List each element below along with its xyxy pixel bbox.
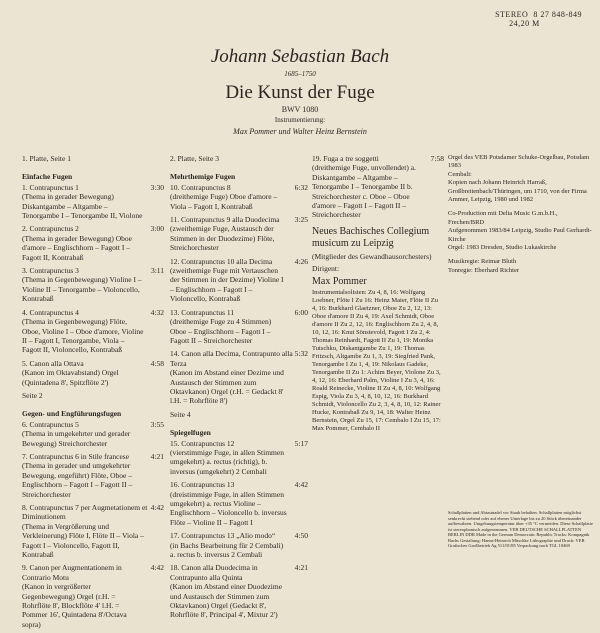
track-description: (Kanon im Abstand einer Dezime und Austausch der Stimmen zum Oktavkanon) Orgel (r.H. = Gedackt 8' l.H. = Rohrflöte 8') xyxy=(170,368,284,406)
track-entry xyxy=(170,480,308,527)
track-entry xyxy=(22,183,164,221)
side-heading: 2. Platte, Seite 3 xyxy=(170,154,219,163)
track-time: 4:42 xyxy=(150,503,164,512)
track-description: (Thema in Gegenbewegung) Violine I – Violine II – Tenorgambe – Violoncello, Kontrabaß xyxy=(22,275,142,304)
fine-print: Schallplatten und Abtastnadel vor Staub behalten. Schallplatten möglichst senkrecht stehend oder auf ebener Unterlage bis zu 20 Stück übereinander aufbewahren. Umgebungstemperatur über +35 °C vermeiden. Diese Schallplatte ist stereophonisch aufgenommen. VEB DEUTSCHE SCHALLPLATTEN BERLIN DDR Made in the German Democratic Republic Tracks: Kompagnik Bachs Gestaltung: Hanns-Heinrich Mitschke Lithographie und Druck: VEB Grafisches Großbetrieb Ag 511/01/85 Verpackung nach TGL 10469 xyxy=(448,510,593,548)
track-title: 7. Contrapunctus 6 in Stile francese xyxy=(22,451,130,461)
track-description: (dreithemige Fuge) Oboe d'amore – Viola – Fagott I, Kontrabaß xyxy=(170,192,278,211)
track-time: 3:00 xyxy=(150,224,164,234)
arrangers: Max Pommer und Walter Heinz Bernstein xyxy=(233,127,367,136)
music-direction: Musikregie: Reimar Bluth xyxy=(448,258,517,266)
track-entry xyxy=(22,563,164,629)
cembali-credit: Kopien nach Johann Heinrich Harraß, Großbreitenbach/Thüringen, um 1710, von der Firma Ammer, Leipzig, 1980 und 1982 xyxy=(448,179,587,204)
track-entry xyxy=(22,452,164,499)
composer-name: Johann Sebastian Bach xyxy=(210,46,390,67)
track-description: (Kanon im Oktavabstand) Orgel (Quintadena 8', Spitzflöte 2') xyxy=(22,368,119,387)
track-time: 5:17 xyxy=(294,438,308,448)
track-time: 6:00 xyxy=(294,307,308,317)
track-time: 4:42 xyxy=(150,563,164,573)
track-title: 8. Contrapunctus 7 per Augmetationem et Diminutionem xyxy=(22,503,148,522)
track-description: (Thema in gerader Bewegung) Oboe d'amore – Englischhorn – Fagott I – Fagott II, Kontrabaß xyxy=(22,233,132,262)
track-entry xyxy=(22,359,164,387)
track-title: 6. Contrapunctus 5 xyxy=(22,419,79,429)
column-production xyxy=(448,154,592,275)
track-time: 3:55 xyxy=(150,419,164,429)
track-time: 4:58 xyxy=(150,358,164,368)
track-time: 4:50 xyxy=(294,531,308,541)
side-heading: Seite 2 xyxy=(22,390,43,400)
track-description: (Kanon in vergrößerter Gegenbewegung) Orgel (r.H. = Rohrflöte 8', Blockflöte 4' l.H. = Pommer 16', Quintadena 8'/Octava sopra) xyxy=(22,582,127,629)
section-heading: Mehrthemige Fugen xyxy=(170,172,236,182)
track-entry xyxy=(170,308,308,346)
ensemble-subtitle: (Mitglieder des Gewandhausorchesters) xyxy=(312,251,432,261)
track-description: (in Bachs Bearbeitung für 2 Cembali) a. rectus b. inversus 2 Cembali xyxy=(170,540,284,560)
work-title: Die Kunst der Fuge xyxy=(225,82,375,103)
track-title: 12. Contrapunctus 10 alla Decima xyxy=(170,256,273,266)
track-description: (zweithemige Fuge, Austausch der Stimmen in der Duodezime) Flöte, Streichorchester xyxy=(170,224,275,253)
track-description: (Kanon im Abstand einer Duodezime und Austausch der Stimmen zum Oktavkanon) Orgel (Gedackt 8', Rohrflöte 8', Principal 4', Mixtur 2') xyxy=(170,582,283,620)
header xyxy=(0,46,600,139)
track-entry xyxy=(22,224,164,262)
track-entry xyxy=(170,563,308,619)
track-title: 1. Contrapunctus 1 xyxy=(22,182,79,192)
track-description: (vierstimmige Fuge, in allen Stimmen umgekehrt) a. rectus (richtig), b. inversus (umgekehrt) 2 Cembali xyxy=(170,447,284,476)
track-entry xyxy=(170,439,308,477)
track-title: 15. Contrapunctus 12 xyxy=(170,438,235,448)
soloists-list: Instrumentalsolisten: Zu 4, 8, 16: Wolfgang Loebner, Flöte I Zu 16: Heinz Maier, Flöte II Zu 4, 16: Burkhard Glaetzner, Oboe Zu 2, 12, 13: Oboe d'amore II Zu 4, 19: Axel Schmidt, Oboe d'amore II Zu 2, 12, 16: Englischhorn Zu 2, 4, 8, 10, 12, 16: Knut Sönstevold, Fagott I Zu 2, 4: Thomas Reinhardt, Fagott II Zu 1, 19: Monika Tutschku, Diskantgambe Zu 1, 19: Thomas Fritzsch, Altgambe Zu 1, 3, 19: Siegfried Pank, Tenorgambe I Zu 1, 4, 19: Nikolaus Gadeke, Tenorgambe II Zu 1: Achim Beyer, Violone Zu 3, 4, 12, 16: Eberhard Palm, Violine I Zu 3, 4, 16: Roald Reinecke, Violine II Zu 4, 8, 10: Wolfgang Espig, Viola Zu 3, 4, 8, 10, 12, 16: Burkhard Schmidt, Violoncello Zu 2, 3, 4, 8, 10, 12: Rainer Hucke, Kontrabaß Zu 9, 14, 18: Walter Heinz Bernstein, Orgel Zu 15, 17: Cembalo I Zu 15, 17: Max Pommer, Cembalo II xyxy=(312,289,441,433)
track-entry xyxy=(170,183,308,211)
track-time: 5:32 xyxy=(294,349,308,359)
track-time: 3:11 xyxy=(150,266,164,276)
track-time: 4:42 xyxy=(294,480,308,490)
track-title: 14. Canon alla Decima, Contrapunto alla Terza xyxy=(170,349,293,368)
track-time: 7:58 xyxy=(430,154,444,163)
catalog-info xyxy=(495,10,582,28)
catalog-number: 8 27 848-849 xyxy=(533,10,582,19)
column-side-3-4 xyxy=(170,154,308,624)
track-description: (Thema in umgekehrter und gerader Bewegung) Streichorchester xyxy=(22,429,131,448)
track-description: (dreithemige Fuge, unvollendet) a. Diskantgambe – Altgambe – Tenorgambe I – Tenorgambe II b. Streichorchester c. Oboe – Oboe d'amore – Fagott I – Fagott II – Streichorchester xyxy=(312,163,416,220)
track-description: (Thema in Gegenbewegung) Flöte, Oboe, Violine I – Oboe d'amore, Violine II – Fagott I, Tenorgambe, Viola – Fagott II, Violoncello, Kontrabaß xyxy=(22,317,144,355)
side-heading: 1. Platte, Seite 1 xyxy=(22,154,71,163)
ensemble-name: Neues Bachisches Collegium musicum zu Leipzig xyxy=(312,225,430,249)
track-title: 19. Fuga a tre soggetti xyxy=(312,154,379,163)
price: 24,20 M xyxy=(509,19,540,28)
track-description: (zweithemige Fuge mit Vertauschen der Stimmen in der Dezime) Violine I – Englischhorn – Fagott I – Violoncello, Kontrabaß xyxy=(170,266,284,304)
track-time: 4:32 xyxy=(150,307,164,317)
section-heading: Spiegelfugen xyxy=(170,428,211,438)
track-time: 4:26 xyxy=(294,256,308,266)
track-title: 5. Canon alla Ottava xyxy=(22,358,84,368)
section-heading: Einfache Fugen xyxy=(22,172,73,182)
track-entry xyxy=(170,349,308,405)
track-description: (Thema in Vergrößerung und Verkleinerung) Flöte I, Flöte II – Viola – Fagott I – Violoncello, Fagott II, Kontrabaß xyxy=(22,521,144,560)
track-time: 3:30 xyxy=(150,182,164,192)
bwv-number: BWV 1080 xyxy=(281,105,319,114)
side-heading: Seite 4 xyxy=(170,409,191,419)
track-description: (dreistimmige Fuge, in allen Stimmen umgekehrt) a. rectus Violine – Englischhorn – Violoncello b. inversus Flöte – Violine II – Fagott I xyxy=(170,489,287,527)
track-title: 11. Contrapunctus 9 alla Duodecima xyxy=(170,215,280,225)
coproduction-credit: Co-Production mit Deltа Music G.m.b.H., Frechen/BRD xyxy=(448,210,558,226)
track-time: 6:32 xyxy=(294,182,308,192)
recording-credit: Aufgenommen 1983/84 Leipzig, Studio Paul Gerhardt-Kirche xyxy=(448,227,592,243)
track-entry xyxy=(22,503,164,559)
track-entry xyxy=(22,420,164,448)
track-entry xyxy=(170,531,308,559)
track-title: 9. Canon per Augmentationem in Contrario Motu xyxy=(22,563,122,582)
track-entry xyxy=(312,154,444,220)
track-title: 2. Contrapunctus 2 xyxy=(22,224,79,234)
track-time: 4:21 xyxy=(150,451,164,461)
conductor-name: Max Pommer xyxy=(312,275,367,287)
stereo-label: STEREO xyxy=(495,10,529,19)
cembali-label: Cembali: xyxy=(448,170,472,178)
track-title: 4. Contrapunctus 4 xyxy=(22,307,79,317)
track-title: 13. Contrapunctus 11 xyxy=(170,307,235,317)
column-side-1-2 xyxy=(22,154,164,633)
track-time: 3:25 xyxy=(294,215,308,225)
track-title: 18. Canon alla Duodecima in Contrapunto alla Quinta xyxy=(170,563,258,582)
instrumentation-label: Instrumentierung: xyxy=(274,116,326,124)
track-entry xyxy=(170,257,308,304)
column-credits xyxy=(312,154,444,433)
track-title: 3. Contrapunctus 3 xyxy=(22,266,79,276)
section-heading: Gegen- und Engführungsfugen xyxy=(22,409,122,419)
composer-dates: 1685–1750 xyxy=(284,70,316,78)
track-entry xyxy=(22,266,164,304)
track-description: (Thema in gerader Bewegung) Diskantgambe – Altgambe – Tenorgambe I – Tenorgambe II, Violone xyxy=(22,192,143,221)
organ-credit: Orgel des VEB Potsdamer Schuke-Orgelbau, Potsdam 1983 xyxy=(448,154,590,170)
track-entry xyxy=(22,308,164,355)
track-description: (dreithemige Fuge zu 4 Stimmen) Oboe – Englischhorn – Fagott I – Fagott II – Streichorchester xyxy=(170,317,272,345)
track-description: (Thema in gerader und umgekehrter Bewegung, engeführt) Flöte, Oboe – Englischhorn – Fagott I – Fagott II – Streichorchester xyxy=(22,461,133,499)
track-time: 4:21 xyxy=(294,563,308,573)
track-entry xyxy=(170,215,308,253)
track-title: 10. Contrapunctus 8 xyxy=(170,182,231,192)
organ2-credit: Orgel: 1983 Dresden, Studio Lukaskirche xyxy=(448,244,557,252)
conductor-label: Dirigent: xyxy=(312,264,340,274)
sound-direction: Tonregie: Eberhard Richter xyxy=(448,266,520,274)
track-title: 16. Contrapunctus 13 xyxy=(170,480,235,490)
track-title: 17. Contrapunctus 13 „Alio modo“ xyxy=(170,531,276,541)
